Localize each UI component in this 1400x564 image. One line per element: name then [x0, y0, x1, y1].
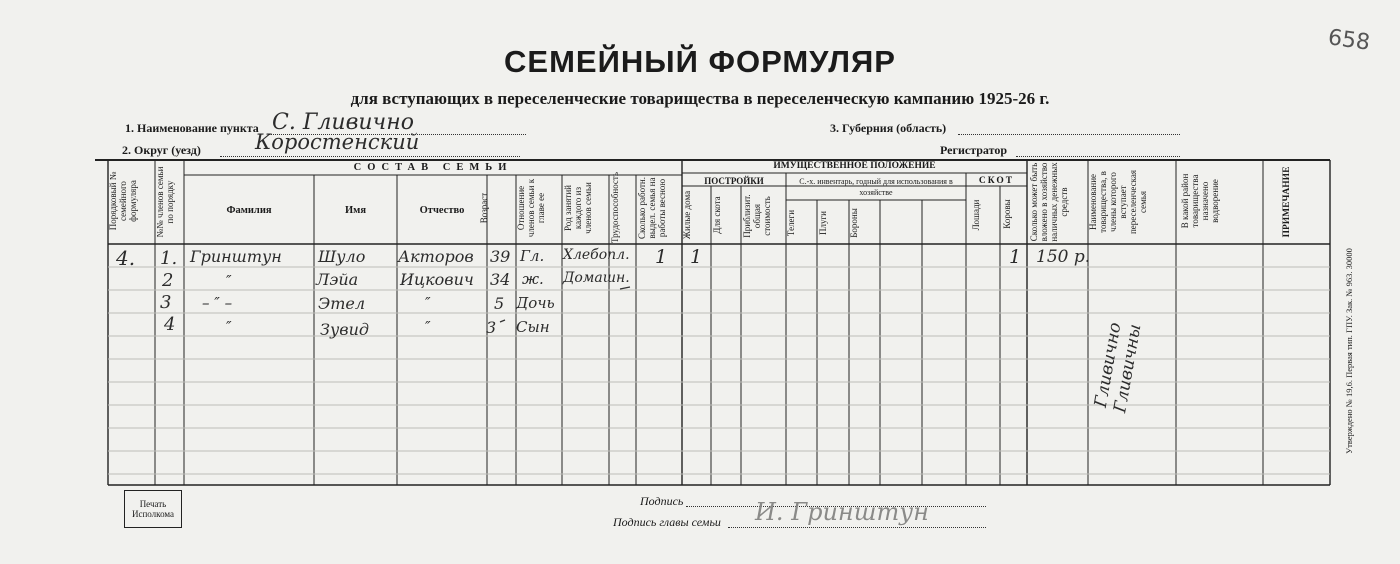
- gubernia-label: 3. Губерния (область): [830, 121, 947, 135]
- property-group-header: ИМУЩЕСТВЕННОЕ ПОЛОЖЕНИЕ: [773, 161, 936, 171]
- workers-header: Сколько работн. выдел. семья на работы весною: [637, 177, 667, 240]
- row2-occupation: Домашн.: [563, 270, 630, 286]
- name-header: Имя: [345, 205, 366, 216]
- okrug-value: Коростенский: [255, 130, 420, 154]
- row1-patronymic: Акторов: [398, 247, 474, 266]
- row3-patronymic: ″: [425, 294, 431, 312]
- horses-header: Лошади: [971, 199, 981, 231]
- head-signature-value: И. Гринштун: [755, 498, 929, 526]
- cows-header: Коровы: [1002, 199, 1012, 229]
- head-signature-label: Подпись главы семьи: [613, 515, 721, 529]
- row1-member: 1.: [160, 248, 178, 269]
- patronymic-header: Отчество: [419, 205, 465, 216]
- notes-handwritten: Гливично Гливичны: [1090, 320, 1146, 415]
- row1-houses: 1: [690, 246, 703, 268]
- stamp-label: Печать Исполкома: [131, 499, 175, 519]
- inventory-group-header: С.-х. инвентарь, годный для использования в хозяйстве: [799, 177, 953, 197]
- row1-surname: Гринштун: [190, 247, 282, 266]
- harrows-header: Бороны: [849, 208, 859, 238]
- row4-age: 3: [486, 318, 497, 337]
- point-value: С. Гливично: [272, 110, 414, 135]
- row1-name: Шуло: [318, 247, 366, 266]
- registrar-label: Регистратор: [940, 143, 1008, 157]
- row4-member: 4: [164, 314, 176, 335]
- partnership-header: Наименование товарищества, в члены которого вступает переселенческая семья: [1088, 169, 1148, 235]
- row2-patronymic: Ицкович: [400, 270, 474, 289]
- row1-occupation: Хлебопл.: [563, 247, 630, 263]
- workability-header: Трудоспособность: [610, 172, 620, 243]
- notes-header: ПРИМЕЧАНИЕ: [1282, 166, 1292, 238]
- col-num-header: Порядковый № семейного формуляра: [108, 171, 138, 231]
- signature-label: Подпись: [640, 494, 684, 508]
- row2-name: Лэйа: [316, 270, 359, 289]
- district-header: В какой район товарищества назначено водворение: [1180, 173, 1220, 229]
- ploughs-header: Плуги: [818, 211, 828, 235]
- row1-cows: 1: [1009, 246, 1022, 268]
- age-header: Возраст: [479, 192, 489, 224]
- carts-header: Телеги: [786, 209, 796, 237]
- houses-header: Жилые дома: [682, 190, 692, 240]
- row2-age: 34: [490, 270, 511, 289]
- surname-header: Фамилия: [226, 205, 272, 216]
- relation-header: Отношение членов семьи к главе ее: [516, 178, 546, 238]
- row4-name: Зувид: [320, 320, 370, 339]
- row4-surname: ″: [226, 318, 232, 336]
- print-info: Утверждено № 19,6. Первая тип. ГПУ. Зак. № 963. 30000: [1344, 248, 1354, 454]
- row1-cash: 150 р.: [1036, 247, 1091, 267]
- head-signature-line[interactable]: [728, 527, 986, 528]
- row2-member: 2: [162, 270, 174, 291]
- livestock-group-header: СКОТ: [978, 176, 1015, 186]
- cattle-buildings-header: Для скота: [712, 196, 722, 234]
- stamp-box: [124, 490, 182, 528]
- row3-name: Этел: [318, 294, 366, 313]
- row4-patronymic: ″: [425, 318, 431, 336]
- buildings-value-header: Приблизит. общая стоимость: [742, 194, 772, 238]
- row1-relation: Гл.: [520, 247, 545, 265]
- occupation-header: Род занятий каждого из членов семьи: [563, 182, 593, 234]
- row3-member: 3: [160, 292, 172, 313]
- cash-header: Сколько может быть вложено в хозяйство наличных денежных средств: [1029, 162, 1069, 242]
- row2-surname: ″: [226, 272, 232, 290]
- okrug-label: 2. Округ (уезд): [122, 143, 201, 157]
- row3-surname: – ″ –: [202, 294, 233, 312]
- row1-age: 39: [490, 247, 511, 266]
- row1-num: 4.: [116, 246, 136, 270]
- point-label: 1. Наименование пункта: [125, 121, 259, 135]
- row3-age: 5: [494, 294, 505, 313]
- col-member-header: №№ членов семьи по порядку: [155, 166, 175, 238]
- row2-relation: ж.: [522, 270, 544, 288]
- form-subtitle: для вступающих в переселенческие товарищества в переселенческую кампанию 1925-26 г.: [350, 89, 1050, 108]
- form-title: СЕМЕЙНЫЙ ФОРМУЛЯР: [504, 44, 896, 79]
- row3-relation: Дочь: [516, 294, 555, 312]
- row1-workers: 1: [655, 246, 668, 268]
- buildings-group-header: ПОСТРОЙКИ: [704, 176, 764, 186]
- row4-relation: Сын: [516, 318, 550, 336]
- page-number: 658: [1326, 25, 1372, 56]
- family-group-header: СОСТАВ СЕМЬИ: [353, 162, 513, 173]
